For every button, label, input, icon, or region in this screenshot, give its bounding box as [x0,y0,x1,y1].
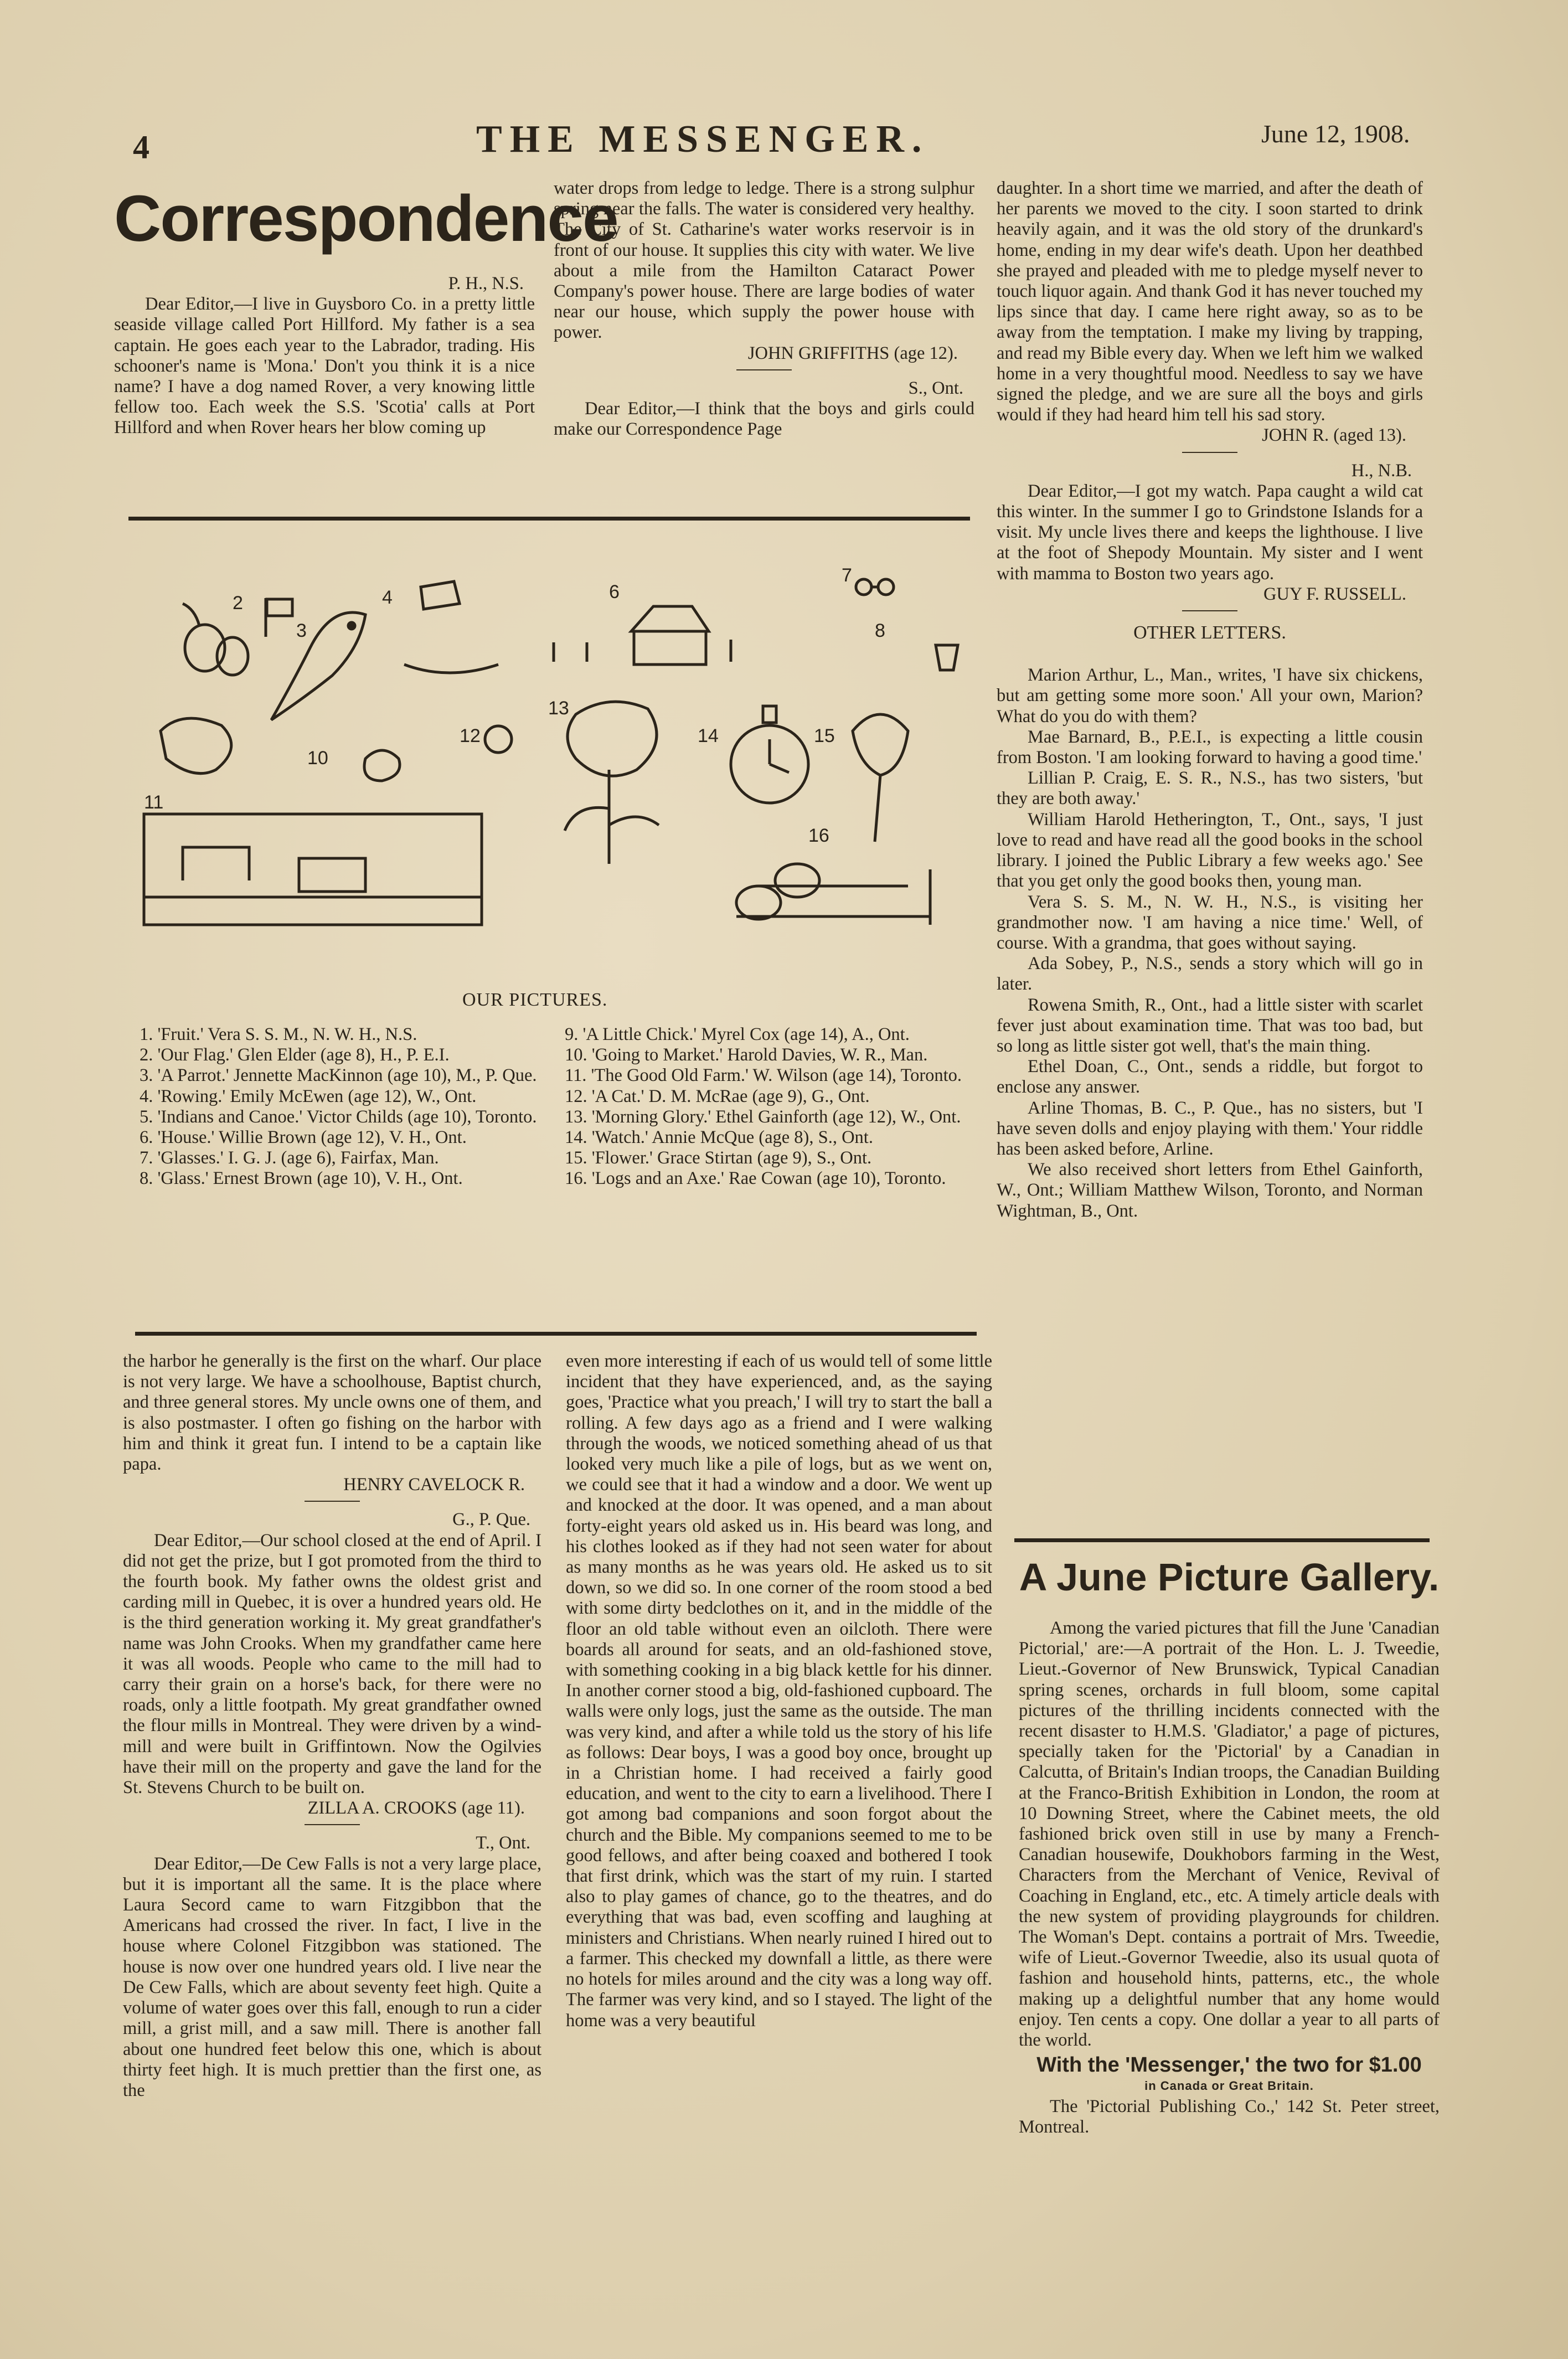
letter-place: G., P. Que. [452,1510,530,1530]
picture-number: 13 [548,698,569,719]
separator [305,1501,360,1502]
pictures-list-left [140,1024,538,1189]
list-item: 7. 'Glasses.' I. G. J. (age 6), Fairfax, Man. [140,1148,439,1168]
separator [736,369,792,370]
house-drawing [554,606,731,665]
picture-number: 14 [698,725,719,746]
watch-drawing [731,706,808,803]
letter-body: Dear Editor,—I live in Guysboro Co. in a pretty little seaside village called Port Hillford. My father is a sea captain. He goes each year to the Labrador, trading. His schooner's name is 'Mona.' Don't you think it is a nice name? I have a dog named Rover, a very knowing little fellow too. Each week the S.S. 'Scotia' calls at Port Hillford and when Rover hears her blow coming up [114,294,535,438]
letter-body: Dear Editor,—Our school closed at the end of April. I did not get the prize, but I got promoted from the third to the fourth book. My father owns the oldest grist and carding mill in Quebec, it is over a hundred years old. He is the third generation working it. My great grandfather's name was John Crooks. When my grandfather came here it was all woods. People who came to the mill had to carry their grain on a horse's back, for there were no roads, only a little footpath. My great grandfather owned the flour mills in Montreal. They were driven by a wind-mill and were built in Griffintown. Now the Ogilvies have their mill on the property and gave the land for the St. Stevens Church to be built on. [123,1530,541,1798]
parrot-drawing [271,612,365,720]
other-letter: Ada Sobey, P., N.S., sends a story which will go in later. [997,954,1423,995]
separator [1182,452,1237,453]
farm-drawing [144,814,482,925]
letter-body: Dear Editor,—De Cew Falls is not a very large place, but it is important all the same. It is the place where Laura Secord came to warn Fitzgibbon that the Americans had crossed the river. In fact, I live in the house where Colonel Fitzgibbon was stationed. The house is now over one hundred years old. I live near the De Cew Falls, which are about seventy feet high. Quite a volume of water goes over this fall, enough to run a cider mill, a grist mill, and a saw mill. There is another fall about one hundred feet below this one, which is about thirty feet high. It is much prettier than the first one, as the [123,1853,541,2100]
column-3 [997,178,1423,1222]
list-item: 3. 'A Parrot.' Jennette MacKinnon (age 10), M., P. Que. [140,1065,537,1086]
letter-body: Dear Editor,—I think that the boys and girls could make our Correspondence Page [554,399,974,440]
publisher-address: The 'Pictorial Publishing Co.,' 142 St. Peter street, Montreal. [1019,2096,1440,2137]
letter-signature: GUY F. RUSSELL. [1263,584,1406,604]
picture-number: 4 [382,587,393,608]
column-1-bottom [123,1351,541,2101]
letter-place: T., Ont. [476,1833,530,1853]
other-letter: Rowena Smith, R., Ont., had a little sister with scarlet fever just about examination time. That was too bad, but so long as little sister got well, that's the main thing. [997,995,1423,1056]
list-item: 2. 'Our Flag.' Glen Elder (age 8), H., P. E.I. [140,1045,450,1065]
separator [305,1824,360,1825]
other-letter: Arline Thomas, B. C., P. Que., has no sisters, but 'I have seven dolls and enjoy playing with them.' Your riddle has been asked before, Arline. [997,1098,1423,1159]
subscription-offer-note: in Canada or Great Britain. [1144,2079,1314,2093]
morning-glory-drawing [565,702,659,864]
other-letter: Ethel Doan, C., Ont., sends a riddle, but forgot to enclose any answer. [997,1057,1423,1098]
letter-signature: JOHN R. (aged 13). [1262,425,1406,446]
list-item: 8. 'Glass.' Ernest Brown (age 10), V. H., Ont. [140,1168,463,1189]
page-number: 4 [133,129,149,166]
letter-body: even more interesting if each of us would tell of some little incident that they have experienced, and, as the saying goes, 'Practice what you preach,' I will try to start the ball a rolling. A few days ago as a friend and I were walking through the woods, we noticed something ahead of us that looked very much like a pile of logs, but as we went on, we could see that it had a window and a door. We went up and knocked at the door. It was opened, and a man about forty-eight years old asked us in. His beard was long, and his clothes looked as if they had not seen water for about as many months as he was years old. He asked us to sit down, so we did so. In one corner of the room stood a bed with some dirty bedclothes on it, and in the middle of the floor an old table without even an oilcloth. There were boards all around for seats, and an old-fashioned stove, with something cooking in a big black kettle for his dinner. In another corner stood a big, old-fashioned cupboard. The walls were only logs, just the same as the outside. The man was very kind, and after a while told us the story of his life as follows: Dear boys, I was a good boy once, brought up in a Christian home. I had received a fairly good education, and went to the city to earn a livelihood. There I got among bad companions and soon forgot about the church and the Bible. My companions seemed to me to be good fellows, and after being coaxed and bothered I took that first drink, which was the start of my ruin. I started also to play games of chance, go to the theatres, and do everything that was bad, even scoffing and laughing at ministers and Christians. When nearly ruined I hired out to a farmer. This checked my downfall a little, as there were no hotels for miles around and the city was a long way off. The farmer was very kind, and so I stayed. The light of the home was a very beautiful [566,1351,992,2031]
column-2-top [554,178,974,440]
letter-body: the harbor he generally is the first on the wharf. Our place is not very large. We have a schoolhouse, Baptist church, and three general stores. My uncle owns one of them, and is also postmaster. I often go fishing on the harbor with him and think it great fun. I intend to be a captain like papa. [123,1351,541,1475]
letter-signature: ZILLA A. CROOKS (age 11). [307,1798,525,1819]
other-letter: Mae Barnard, B., P.E.I., is expecting a little cousin from Boston. 'I am looking forward to having a good time.' [997,727,1423,768]
section-rule [135,1332,977,1336]
list-item: 14. 'Watch.' Annie McQue (age 8), S., Ont. [565,1127,873,1148]
flower-drawing [853,714,908,842]
letter-place: H., N.B. [1351,460,1412,481]
picture-number: 3 [296,620,307,641]
picture-number: 6 [609,581,620,602]
glasses-drawing [856,579,894,595]
other-letter: Marion Arthur, L., Man., writes, 'I have six chickens, but am getting some more soon.' All your own, Marion? What do you do with them? [997,665,1423,727]
list-item: 11. 'The Good Old Farm.' W. Wilson (age 14), Toronto. [565,1065,962,1086]
masthead: THE MESSENGER. [476,118,930,161]
letter-body: Dear Editor,—I got my watch. Papa caught a wild cat this winter. In the summer I go to Grindstone Islands for a visit. My uncle lives there and keeps the lighthouse. I live at the foot of Shepody Mountain. My sister and I went with mamma to Boston two years ago. [997,481,1423,584]
flag-drawing [266,598,292,637]
picture-number: 11 [144,792,164,813]
list-item: 1. 'Fruit.' Vera S. S. M., N. W. H., N.S. [140,1024,417,1044]
other-letter: Vera S. S. M., N. W. H., N.S., is visiting her grandmother now. 'I am having a nice time.' Well, of course. With a grandma, that goes without saying. [997,892,1423,953]
picture-number: 8 [875,620,885,641]
list-item: 10. 'Going to Market.' Harold Davies, W. R., Man. [565,1045,928,1065]
letter-place: S., Ont. [908,378,963,398]
letter-body: water drops from ledge to ledge. There is a strong sulphur spring near the falls. The water is considered very healthy. The City of St. Catharine's water works reservoir is in front of our house. It supplies this city with water. We live about a mile from the Hamilton Cataract Power Company's power house. There are large bodies of water near our house, which supply the power house with power. [554,178,974,343]
list-item: 5. 'Indians and Canoe.' Victor Childs (age 10), Toronto. [140,1106,537,1127]
list-item: 12. 'A Cat.' D. M. McRae (age 9), G., Ont. [565,1086,870,1106]
section-rule [128,517,970,521]
picture-number: 12 [460,725,481,746]
list-item: 6. 'House.' Willie Brown (age 12), V. H., Ont. [140,1127,467,1148]
subscription-offer: With the 'Messenger,' the two for $1.00 [1036,2053,1422,2077]
list-item: 9. 'A Little Chick.' Myrel Cox (age 14), A., Ont. [565,1024,910,1044]
pictures-heading: OUR PICTURES. [462,990,608,1010]
logs-and-axe-drawing [736,864,930,925]
other-letter: Lillian P. Craig, E. S. R., N.S., has two sisters, 'but they are both away.' [997,768,1423,809]
list-item: 16. 'Logs and an Axe.' Rae Cowan (age 10), Toronto. [565,1168,946,1189]
children-drawings-illustration [133,548,974,947]
other-letter: We also received short letters from Ethel Gainforth, W., Ont.; William Matthew Wilson, Toronto, and Norman Wightman, B., Ont. [997,1160,1423,1221]
bird-drawing [161,718,231,774]
column-2-bottom [566,1351,992,2031]
picture-number: 7 [842,565,852,586]
gallery-body: Among the varied pictures that fill the June 'Canadian Pictorial,' are:—A portrait of the Hon. L. J. Tweedie, Lieut.-Governor of New Brunswick, Typical Canadian spring scenes, orchards in full bloom, some capital pictures of the thrilling incidents connected with the recent disaster to H.M.S. 'Gladiator,' a page of pictures, specially taken for the 'Pictorial' by a Canadian in Calcutta, of Britain's Indian troops, the Canadian Building at the Franco-British Exhibition in London, the room at 10 Downing Street, where the Cabinet meets, the old fashioned brick oven still in use by many a French-Canadian housewife, Doukhobors farming in the West, Characters from the Merchant of Venice, Revival of Coaching in England, etc., etc. A timely article deals with the new system of providing playgrounds for children. The Woman's Dept. contains a portrait of Mrs. Tweedie, wife of Lieut.-Governor Tweedie, also its usual quota of fashion and household hints, patterns, etc., the whole making up a delightful number that any home would enjoy. Ten cents a copy. One dollar a year to all parts of the world. [1019,1618,1440,2051]
letter-signature: HENRY CAVELOCK R. [343,1475,525,1495]
picture-number: 10 [307,748,328,769]
letter-signature: JOHN GRIFFITHS (age 12). [747,343,958,363]
chicken-drawing [364,750,400,781]
picture-number: 16 [808,825,829,846]
picture-number: 15 [814,725,835,746]
section-title: Correspondence [114,182,618,255]
gallery-advertisement [1019,1546,1440,2137]
other-letters-heading: OTHER LETTERS. [1133,622,1286,643]
pictures-list-right [565,1024,986,1189]
issue-date: June 12, 1908. [1261,120,1410,148]
gallery-title: A June Picture Gallery. [1019,1556,1440,1599]
glass-drawing [936,645,958,670]
section-rule [1014,1538,1430,1542]
list-item: 4. 'Rowing.' Emily McEwen (age 12), W., Ont. [140,1086,477,1106]
fruit-drawing [183,604,248,675]
letter-place: P. H., N.S. [448,274,524,293]
cat-drawing [485,726,512,753]
picture-number: 2 [233,593,243,614]
letter-body: daughter. In a short time we married, and after the death of her parents we moved to the city. I soon started to drink heavily again, and it was the old story of the drunkard's home, ending in my dear wife's death. Upon her deathbed she prayed and pleaded with me to pledge myself never to touch liquor again. And thank God it has never touched my lips since that day. I came here right away, so as to be away from the temptation. I make my living by trapping, and read my Bible every day. When we left him we walked home in a very thoughtful mood. Needless to say we have signed the pledge, and we are sure all the boys and girls would if they had heard him tell his sad story. [997,178,1423,425]
list-item: 15. 'Flower.' Grace Stirtan (age 9), S., Ont. [565,1148,872,1168]
other-letter: William Harold Hetherington, T., Ont., says, 'I just love to read and have read all the good books in the school library. I joined the Public Library a few weeks ago.' See that you get only the good books then, young man. [997,809,1423,892]
column-1-top [114,176,618,439]
list-item: 13. 'Morning Glory.' Ethel Gainforth (age 12), W., Ont. [565,1106,961,1127]
separator [1182,610,1237,611]
canoe-drawing [404,581,498,673]
